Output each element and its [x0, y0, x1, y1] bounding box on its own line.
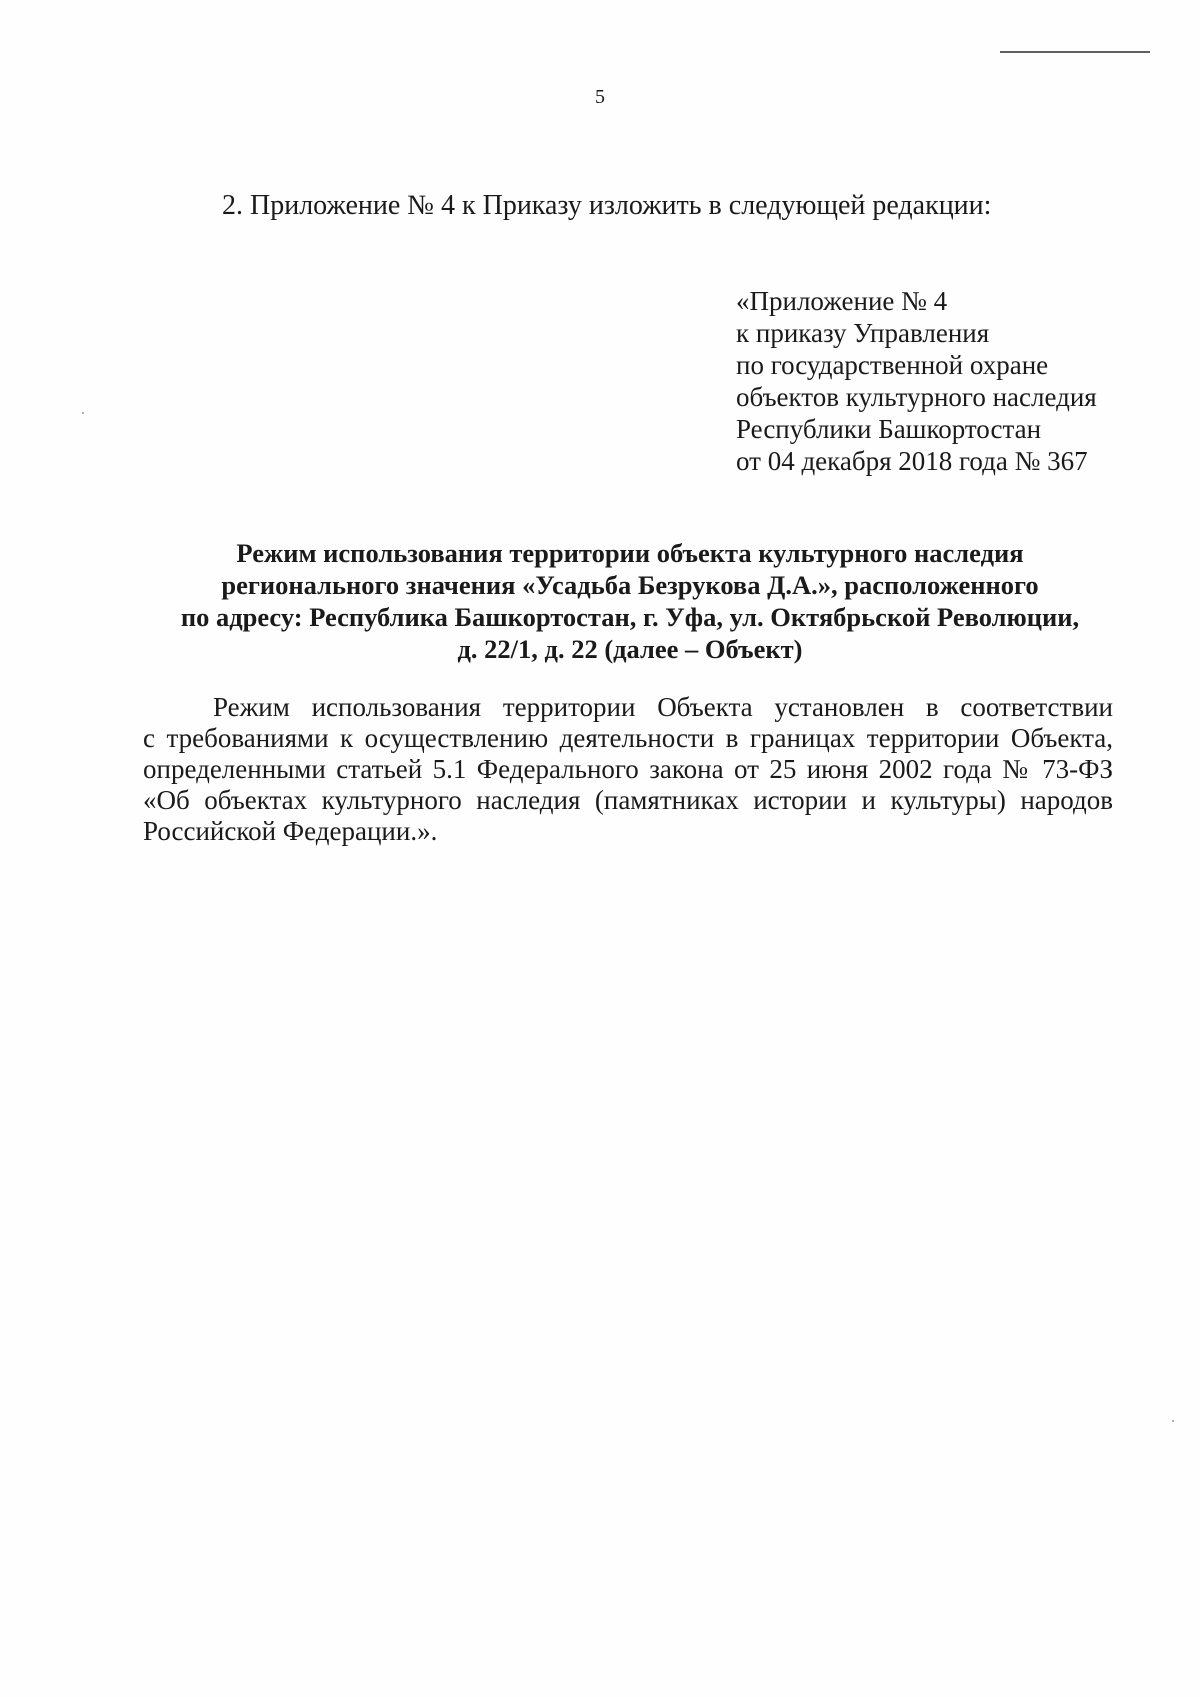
body-line: Режим использования территории Объекта установлен в соответствии — [213, 692, 1113, 722]
appendix-header-line: объектов культурного наследия — [736, 382, 1097, 412]
document-title-line: регионального значения «Усадьба Безрукова Д.А.», расположенного — [221, 570, 1039, 600]
body-paragraph — [143, 692, 1113, 847]
appendix-header-line: к приказу Управления — [736, 318, 990, 348]
appendix-header-line: Республики Башкортостан — [736, 414, 1042, 444]
scan-artifact-line — [1000, 51, 1150, 53]
document-title — [140, 537, 1120, 665]
body-line: с требованиями к осуществлению деятельности в границах территории Объекта, — [143, 723, 1113, 753]
appendix-header-line: от 04 декабря 2018 года № 367 — [736, 446, 1088, 476]
appendix-header-line: «Приложение № 4 — [736, 286, 948, 316]
appendix-header-line: по государственной охране — [736, 350, 1049, 380]
document-title-line: Режим использования территории объекта культурного наследия — [236, 538, 1024, 568]
appendix-header — [736, 285, 1097, 477]
page-number: 5 — [595, 86, 605, 108]
scan-artifact-dot — [1172, 1420, 1174, 1422]
document-title-line: д. 22/1, д. 22 (далее – Объект) — [457, 634, 803, 664]
body-line: «Об объектах культурного наследия (памятниках истории и культуры) народов — [143, 785, 1113, 815]
scan-artifact-dot — [82, 412, 84, 414]
lead-paragraph: 2. Приложение № 4 к Приказу изложить в следующей редакции: — [222, 190, 992, 221]
body-line: определенными статьей 5.1 Федерального закона от 25 июня 2002 года № 73-ФЗ — [143, 754, 1113, 784]
body-line: Российской Федерации.». — [143, 816, 438, 846]
document-title-line: по адресу: Республика Башкортостан, г. Уфа, ул. Октябрьской Революции, — [180, 602, 1080, 632]
